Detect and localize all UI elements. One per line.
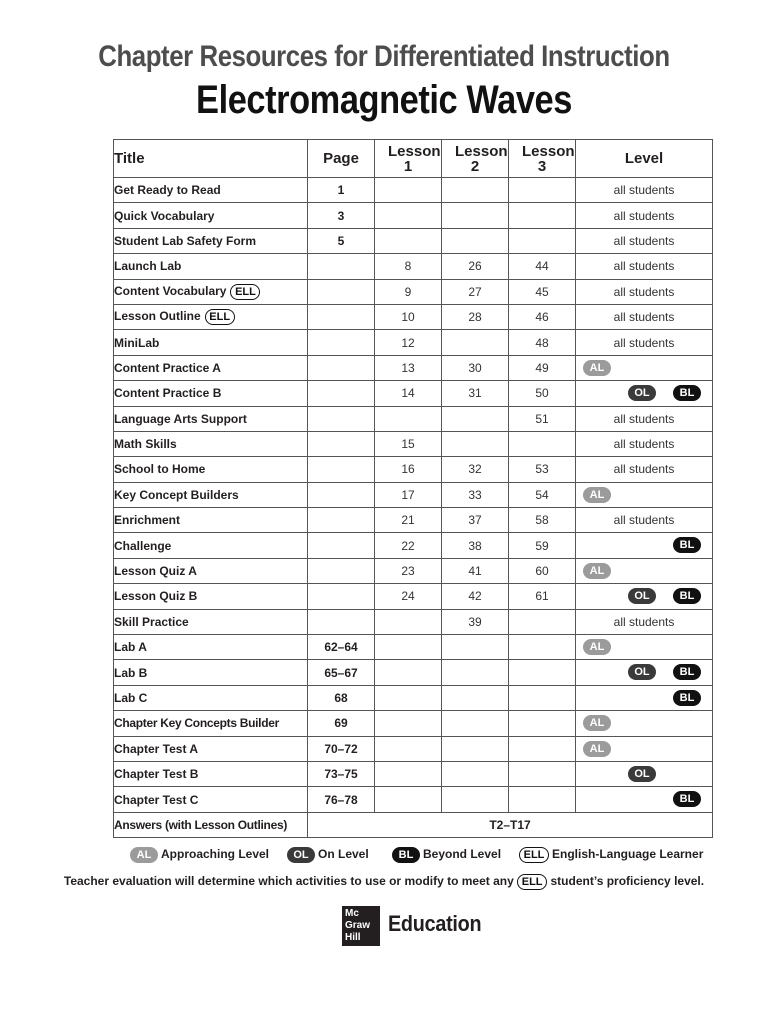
row-level [576,787,713,812]
row-title-cell [114,482,308,507]
answers-title: Answers (with Lesson Outlines) [114,812,308,837]
row-level [576,203,713,228]
row-level [576,254,713,279]
row-title-cell [114,279,308,304]
row-lesson-3: 50 [509,381,576,406]
row-lesson-3: 61 [509,584,576,609]
row-level-text: all students [613,614,675,629]
row-lesson-2: 28 [442,304,509,329]
row-lesson-2: 27 [442,279,509,304]
row-title-cell [114,635,308,660]
row-title: Chapter Test C [114,792,199,807]
table-header-row [114,140,713,178]
ol-badge-icon: OL [628,664,656,680]
row-page: 65–67 [308,660,375,685]
table-row [114,711,713,736]
row-level [576,533,713,558]
table-body [114,178,713,838]
answers-row [114,812,713,837]
row-page: 5 [308,228,375,253]
table-row [114,406,713,431]
ol-badge-icon: OL [628,588,656,604]
row-lesson-1: 16 [375,457,442,482]
al-badge-icon: AL [583,487,611,503]
row-lesson-2 [442,711,509,736]
row-level [576,279,713,304]
row-lesson-2 [442,431,509,456]
table-row [114,787,713,812]
row-title: Lab A [114,640,147,655]
table-row [114,254,713,279]
row-level-text: all students [613,208,675,223]
al-badge-icon: AL [583,639,611,655]
row-page: 69 [308,711,375,736]
row-title-cell [114,584,308,609]
row-page [308,279,375,304]
row-lesson-3 [509,431,576,456]
row-title-cell [114,330,308,355]
row-lesson-3: 44 [509,254,576,279]
row-level-text: all students [613,513,675,528]
row-level [576,685,713,710]
row-level [576,304,713,329]
row-title: Launch Lab [114,259,182,274]
mcgraw-hill-logo-icon [342,906,380,946]
row-lesson-2: 33 [442,482,509,507]
row-title-cell [114,685,308,710]
row-lesson-3: 51 [509,406,576,431]
row-level [576,635,713,660]
legend-item-bl [392,847,501,863]
row-title-cell [114,736,308,761]
row-lesson-1 [375,685,442,710]
row-lesson-1: 17 [375,482,442,507]
ell-badge-icon: ELL [517,874,547,890]
row-title-cell [114,355,308,380]
row-title-cell [114,304,308,329]
ell-badge-icon: ELL [205,309,235,325]
row-page [308,431,375,456]
row-lesson-2 [442,787,509,812]
row-title: Lesson Quiz B [114,589,198,604]
row-title: Key Concept Builders [114,487,239,502]
row-lesson-3 [509,711,576,736]
table-row [114,381,713,406]
ol-badge-icon: OL [628,766,656,782]
al-badge-icon: AL [583,715,611,731]
row-lesson-1: 10 [375,304,442,329]
row-level [576,660,713,685]
row-lesson-1 [375,787,442,812]
bl-badge-icon: BL [673,588,701,604]
row-lesson-1: 23 [375,558,442,583]
row-lesson-1 [375,660,442,685]
row-level [576,482,713,507]
col-header-level: Level [576,140,713,178]
row-title: Math Skills [114,437,177,452]
row-title-cell [114,660,308,685]
legend-item-ell [519,847,703,863]
logo-line-1: Mc [345,908,359,919]
table-row [114,457,713,482]
row-page [308,609,375,634]
row-page: 68 [308,685,375,710]
row-title: Quick Vocabulary [114,208,215,223]
row-title: Content Practice A [114,360,221,375]
row-lesson-3: 49 [509,355,576,380]
bl-badge-icon: BL [673,537,701,553]
row-lesson-1 [375,609,442,634]
ell-badge-icon: ELL [230,284,260,300]
row-lesson-3 [509,228,576,253]
row-lesson-1 [375,711,442,736]
row-lesson-3 [509,203,576,228]
row-lesson-1: 15 [375,431,442,456]
al-badge-icon: AL [130,847,158,863]
row-level [576,761,713,786]
row-title-cell [114,431,308,456]
row-title: School to Home [114,462,206,477]
ell-badge-icon: ELL [519,847,549,863]
table-row [114,279,713,304]
teacher-note [0,874,768,890]
row-lesson-1 [375,178,442,203]
row-title: Get Ready to Read [114,183,221,198]
row-lesson-3 [509,685,576,710]
page-title: Electromagnetic Waves [196,78,572,122]
row-lesson-1 [375,228,442,253]
table-row [114,533,713,558]
row-level-text: all students [613,411,675,426]
row-lesson-3 [509,178,576,203]
row-title: Content Vocabulary [114,283,227,298]
bl-badge-icon: BL [673,664,701,680]
row-level [576,584,713,609]
row-title-cell [114,381,308,406]
row-lesson-3 [509,635,576,660]
row-title-cell [114,254,308,279]
table-row [114,203,713,228]
row-page: 70–72 [308,736,375,761]
row-page: 62–64 [308,635,375,660]
row-title: Lesson Outline [114,309,201,324]
ol-badge-icon: OL [287,847,315,863]
row-title: Lesson Quiz A [114,564,197,579]
row-page [308,482,375,507]
row-title-cell [114,228,308,253]
row-level [576,736,713,761]
row-level-text: all students [613,462,675,477]
row-page [308,584,375,609]
row-level [576,381,713,406]
row-level-text: all students [613,183,675,198]
row-lesson-3: 53 [509,457,576,482]
row-lesson-2: 39 [442,609,509,634]
row-title: Language Arts Support [114,411,247,426]
row-lesson-2: 32 [442,457,509,482]
row-level [576,355,713,380]
row-lesson-1 [375,203,442,228]
row-lesson-2: 31 [442,381,509,406]
row-lesson-3 [509,736,576,761]
row-lesson-1 [375,761,442,786]
row-lesson-2 [442,761,509,786]
row-title-cell [114,711,308,736]
table-row [114,431,713,456]
row-lesson-3 [509,761,576,786]
row-page: 3 [308,203,375,228]
bl-badge-icon: BL [673,690,701,706]
row-lesson-1: 24 [375,584,442,609]
row-title: Student Lab Safety Form [114,233,257,248]
row-page [308,457,375,482]
row-page [308,533,375,558]
row-lesson-2: 30 [442,355,509,380]
row-level-text: all students [613,284,675,299]
row-lesson-1 [375,736,442,761]
row-page [308,381,375,406]
row-level [576,406,713,431]
row-title-cell [114,508,308,533]
row-title: Chapter Test A [114,741,199,756]
legend-al-label: Approaching Level [161,847,270,862]
al-badge-icon: AL [583,563,611,579]
row-page [308,304,375,329]
row-level-text: all students [613,310,675,325]
row-lesson-2 [442,660,509,685]
row-title-cell [114,609,308,634]
table-row [114,635,713,660]
row-lesson-2: 41 [442,558,509,583]
row-title-cell [114,406,308,431]
row-lesson-1: 22 [375,533,442,558]
row-level [576,711,713,736]
teacher-note-after: student’s proficiency level. [550,874,705,889]
row-title-cell [114,457,308,482]
legend-item-al [130,847,269,863]
row-title-cell [114,787,308,812]
row-title: Chapter Key Concepts Builder [114,716,279,731]
table-row [114,584,713,609]
page-header [0,40,768,122]
row-title-cell [114,558,308,583]
col-header-lesson-3 [509,140,576,178]
logo-line-2: Graw [345,920,371,931]
col-header-lesson-2-label: Lesson 2 [455,142,508,175]
row-title-cell [114,203,308,228]
row-lesson-3: 45 [509,279,576,304]
row-page [308,254,375,279]
row-title-cell [114,533,308,558]
row-title-cell [114,178,308,203]
row-level-text: all students [613,437,675,452]
row-level [576,457,713,482]
row-lesson-2 [442,685,509,710]
row-lesson-3: 54 [509,482,576,507]
col-header-lesson-1-label: Lesson 1 [388,142,441,175]
legend-bl-label: Beyond Level [423,847,502,862]
bl-badge-icon: BL [392,847,420,863]
row-lesson-2 [442,203,509,228]
row-lesson-1: 9 [375,279,442,304]
row-title: Enrichment [114,513,181,528]
table-row [114,228,713,253]
row-level-text: all students [613,335,675,350]
resources-table [113,139,713,838]
bl-badge-icon: BL [673,791,701,807]
row-level [576,178,713,203]
row-lesson-1: 14 [375,381,442,406]
row-lesson-1: 21 [375,508,442,533]
row-lesson-3 [509,609,576,634]
table-row [114,660,713,685]
table-row [114,761,713,786]
row-lesson-2: 26 [442,254,509,279]
al-badge-icon: AL [583,741,611,757]
row-lesson-2: 38 [442,533,509,558]
table-row [114,355,713,380]
row-title: Chapter Test B [114,767,199,782]
row-title: Skill Practice [114,614,189,629]
row-lesson-2 [442,330,509,355]
row-level [576,330,713,355]
row-page: 1 [308,178,375,203]
row-lesson-3 [509,787,576,812]
row-lesson-3: 58 [509,508,576,533]
row-lesson-1: 13 [375,355,442,380]
row-title-cell [114,761,308,786]
legend-item-ol [287,847,369,863]
table-row [114,609,713,634]
row-level [576,558,713,583]
row-lesson-2 [442,635,509,660]
row-page: 76–78 [308,787,375,812]
row-page [308,558,375,583]
legend-ol-label: On Level [318,847,369,862]
al-badge-icon: AL [583,360,611,376]
teacher-note-before: Teacher evaluation will determine which activities to use or modify to meet any [63,874,514,889]
col-header-lesson-1 [375,140,442,178]
row-lesson-1: 12 [375,330,442,355]
table-row [114,304,713,329]
col-header-lesson-2 [442,140,509,178]
row-lesson-3: 59 [509,533,576,558]
row-page: 73–75 [308,761,375,786]
row-level [576,431,713,456]
row-lesson-2 [442,406,509,431]
table-row [114,482,713,507]
page-supertitle: Chapter Resources for Differentiated Instruction [98,40,670,73]
row-page [308,355,375,380]
row-level [576,508,713,533]
col-header-page: Page [308,140,375,178]
row-lesson-2: 42 [442,584,509,609]
row-lesson-1 [375,406,442,431]
row-page [308,508,375,533]
row-title: Lab B [114,665,148,680]
row-level-text: all students [613,233,675,248]
row-lesson-2 [442,228,509,253]
col-header-title: Title [114,140,308,178]
row-lesson-3: 48 [509,330,576,355]
col-header-lesson-3-label: Lesson 3 [522,142,575,175]
row-lesson-2 [442,736,509,761]
row-lesson-2 [442,178,509,203]
table-row [114,330,713,355]
row-lesson-1: 8 [375,254,442,279]
table-row [114,558,713,583]
table-row [114,736,713,761]
row-lesson-1 [375,635,442,660]
row-lesson-3 [509,660,576,685]
row-lesson-2: 37 [442,508,509,533]
table-row [114,508,713,533]
ol-badge-icon: OL [628,385,656,401]
logo-education-text: Education [388,911,482,936]
row-level [576,228,713,253]
row-title: Content Practice B [114,386,222,401]
row-title: Lab C [114,691,148,705]
row-level-text: all students [613,259,675,274]
legend-ell-label: English-Language Learner [552,847,704,862]
row-lesson-3: 60 [509,558,576,583]
table-row [114,685,713,710]
row-lesson-3: 46 [509,304,576,329]
row-page [308,330,375,355]
bl-badge-icon: BL [673,385,701,401]
row-title: MiniLab [114,335,160,350]
row-page [308,406,375,431]
table-row [114,178,713,203]
logo-line-3: Hill [345,932,361,943]
answers-pages: T2–T17 [308,812,713,837]
row-title: Challenge [114,538,172,553]
level-legend [130,847,730,867]
row-level [576,609,713,634]
